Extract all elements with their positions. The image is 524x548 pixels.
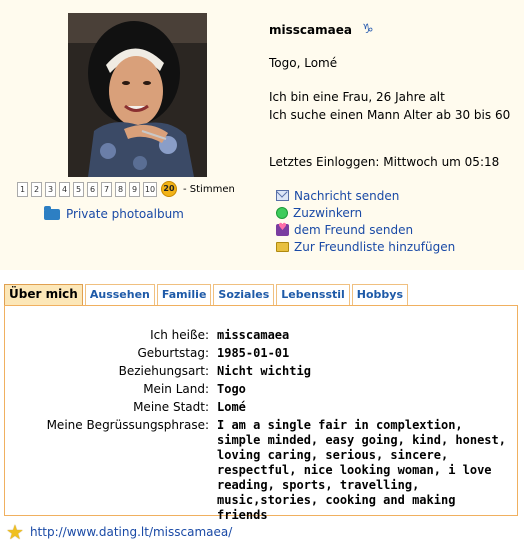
username: misscamaea [269, 22, 352, 37]
detail-value: I am a single fair in complextion, simple minded, easy going, kind, honest, loving caring, serious, sincere, respectful, nice looking woman, i love reading, sports, travelling, music,stories, cooking and making friends [217, 418, 506, 522]
tab-hobbies[interactable]: Hobbys [352, 284, 408, 305]
send-to-friend-action[interactable] [276, 221, 455, 238]
detail-value: misscamaea [217, 328, 290, 342]
rating-option-4[interactable]: 4 [59, 182, 70, 197]
username-row [269, 22, 519, 37]
private-album-link[interactable]: Private photoalbum [66, 207, 184, 221]
rating-option-5[interactable]: 5 [73, 182, 84, 197]
wink-link[interactable]: Zuzwinkern [293, 205, 363, 220]
detail-label: Mein Land: [143, 382, 209, 396]
tab-social[interactable]: Soziales [213, 284, 274, 305]
detail-value: Togo [217, 382, 246, 396]
detail-value: Nicht wichtig [217, 364, 311, 378]
gender-age: Ich bin eine Frau, 26 Jahre alt [269, 90, 445, 104]
private-album [44, 207, 184, 221]
folder-icon [276, 242, 289, 252]
detail-label: Beziehungsart: [118, 364, 209, 378]
rating-votes-label: - Stimmen [183, 183, 235, 195]
add-friend-link[interactable]: Zur Freundliste hinzufügen [294, 239, 456, 254]
heart-mail-icon [276, 224, 289, 236]
rating-option-6[interactable]: 6 [87, 182, 98, 197]
location: Togo, Lomé [269, 56, 338, 70]
profile-photo-image [68, 13, 207, 177]
zodiac-icon: ♑ [361, 22, 374, 37]
rating-option-7[interactable]: 7 [101, 182, 112, 197]
tab-appearance[interactable]: Aussehen [85, 284, 155, 305]
rating-option-1[interactable]: 1 [17, 182, 28, 197]
rating-option-8[interactable]: 8 [115, 182, 126, 197]
tab-family[interactable]: Familie [157, 284, 212, 305]
send-message-link[interactable]: Nachricht senden [294, 188, 400, 203]
profile-info [269, 22, 519, 37]
last-login: Letztes Einloggen: Mittwoch um 05:18 [269, 155, 500, 169]
detail-value: 1985-01-01 [217, 346, 290, 360]
wink-action[interactable] [276, 204, 455, 221]
rating-bar [17, 181, 235, 197]
envelope-icon [276, 190, 289, 201]
about-me-panel [4, 305, 518, 522]
tab-lifestyle[interactable]: Lebensstil [276, 284, 350, 305]
detail-value: Lomé [217, 400, 246, 414]
folder-icon [44, 209, 60, 220]
detail-label: Geburtstag: [137, 346, 209, 360]
detail-label: Ich heiße: [150, 328, 209, 342]
detail-label: Meine Begrüssungsphrase: [46, 418, 209, 432]
add-friend-action[interactable] [276, 238, 455, 255]
profile-actions [276, 187, 455, 255]
profile-url-link[interactable]: http://www.dating.lt/misscamaea/ [29, 525, 233, 539]
detail-label: Meine Stadt: [133, 400, 209, 414]
profile-photo[interactable] [68, 13, 207, 177]
rating-option-2[interactable]: 2 [31, 182, 42, 197]
rating-option-9[interactable]: 9 [129, 182, 140, 197]
rating-option-10[interactable]: 10 [143, 182, 157, 197]
profile-tabs [4, 284, 410, 305]
smiley-icon [276, 207, 288, 219]
profile-url-footer [6, 522, 232, 542]
looking-for: Ich suche einen Mann Alter ab 30 bis 60 [269, 108, 511, 122]
send-message-action[interactable] [276, 187, 455, 204]
rating-option-3[interactable]: 3 [45, 182, 56, 197]
send-to-friend-link[interactable]: dem Freund senden [294, 222, 414, 237]
star-icon: ★ [6, 520, 24, 544]
rating-selected[interactable]: 20 [161, 181, 177, 197]
tab-about-me[interactable]: Über mich [4, 284, 83, 305]
